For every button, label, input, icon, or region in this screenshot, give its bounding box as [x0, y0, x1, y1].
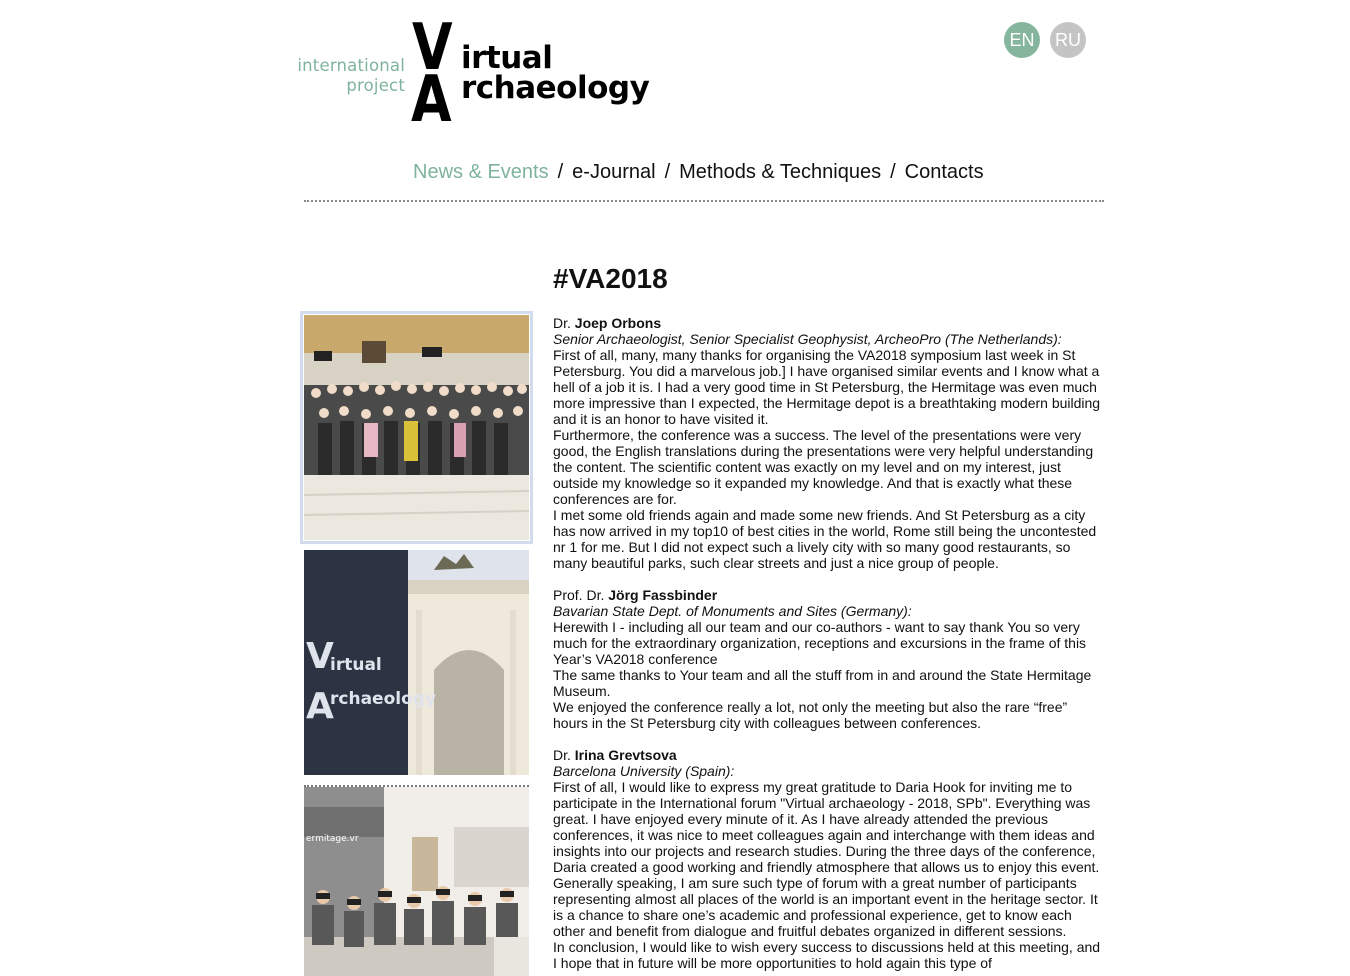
- author-affiliation: Barcelona University (Spain):: [553, 763, 735, 779]
- nav-contacts[interactable]: Contacts: [904, 161, 984, 183]
- language-ru-button[interactable]: RU: [1050, 22, 1086, 58]
- nav-e-journal[interactable]: e-Journal: [572, 161, 656, 183]
- group-photo-image: [304, 315, 529, 540]
- logo-letter-a: A: [411, 63, 452, 137]
- banner-word-irtual: irtual: [330, 655, 382, 675]
- nav-separator: /: [890, 161, 896, 183]
- article-title: #VA2018: [553, 263, 668, 294]
- testimonial: [553, 315, 1103, 571]
- testimonial-paragraph: In conclusion, I would like to wish every success to discussions held at this meeting, and I hope that in future will be more opportunities to hold again this type of: [553, 939, 1101, 971]
- language-en-button[interactable]: EN: [1004, 22, 1040, 58]
- nav-news-events[interactable]: News & Events: [413, 161, 549, 183]
- author-prefix: Prof. Dr.: [553, 587, 609, 603]
- vr-sign-text: ermitage.vr: [306, 834, 359, 844]
- testimonial-paragraph: I met some old friends again and made some new friends. And St Petersburg as a city has now arrived in my top10 of best cities in the world, Rome still being the uncontested nr 1 for me. But I did not expect such a lively city with so many good restaurants, so many beautiful parks, such clear streets and just a nice group of people.: [553, 507, 1097, 571]
- header-divider: [304, 200, 1104, 202]
- testimonial-author: [553, 315, 1103, 331]
- banner-photo-image: [304, 550, 529, 775]
- author-affiliation: Senior Archaeologist, Senior Specialist Geophysist, ArcheoPro (The Netherlands):: [553, 331, 1062, 347]
- testimonial-paragraph: The same thanks to Your team and all the stuff from in and around the State Hermitage Museum.: [553, 667, 1092, 699]
- banner-letter-v: V: [306, 636, 334, 677]
- testimonial: [553, 587, 1103, 731]
- testimonial-paragraph: First of all, I would like to express my great gratitude to Daria Hook for inviting me to participate in the International forum "Virtual archaeology - 2018, SPb". Everything was great. I have enjoyed every minute of it. As I have already attended the previous conferences, it was nice to meet colleagues again and interchange with them ideas and insights into our projects and research studies. During the three days of the conference, Daria created a good working and friendly atmosphere that allows us to enjoy this event.: [553, 779, 1100, 875]
- logo-subtitle-project: project: [346, 76, 405, 95]
- testimonial-paragraph: We enjoyed the conference really a lot, not only the meeting but also the rare “free” hours in the St Petersburg city with colleagues between conferences.: [553, 699, 1068, 731]
- logo-word-irtual: irtual: [461, 40, 553, 76]
- logo-subtitle-international: international: [297, 56, 405, 75]
- author-prefix: Dr.: [553, 315, 575, 331]
- logo-letter-v: V: [412, 11, 453, 85]
- testimonial-author: [553, 747, 1103, 763]
- author-name: Joep Orbons: [574, 315, 662, 331]
- author-name: Jörg Fassbinder: [608, 587, 718, 603]
- vr-session-photo-image: [304, 787, 529, 976]
- author-affiliation: Bavarian State Dept. of Monuments and Sites (Germany):: [553, 603, 912, 619]
- banner-letter-a: A: [306, 686, 334, 727]
- author-name: Irina Grevtsova: [574, 747, 677, 763]
- gallery-photo-group[interactable]: [304, 315, 529, 540]
- main-nav: [413, 159, 984, 185]
- testimonial-paragraph: Generally speaking, I am sure such type of forum with a great number of participants representing almost all places of the world is an important event in the heritage sector. It is a chance to share one’s academic and professional experience, get to know each other and benefit from dialogue and fruitful debates organized in different sessions.: [553, 875, 1098, 939]
- nav-separator: /: [557, 161, 564, 183]
- testimonial-paragraph: Furthermore, the conference was a success. The level of the presentations were very good, the English translations during the presentations were very helpful understanding the content. The scientific content was exactly on my level and on my interest, just outside my knowledge so it expanded my knowledge. And that is exactly what these conferences are for.: [553, 427, 1094, 507]
- testimonial-paragraph: Herewith I - including all our team and our co-authors - want to say thank You so very much for the extraordinary organization, receptions and excursions in the frame of this Year’s VA2018 conference: [553, 619, 1087, 667]
- nav-separator: /: [664, 161, 671, 183]
- nav-methods-techniques[interactable]: Methods & Techniques: [679, 161, 882, 183]
- gallery-photo-banner[interactable]: [304, 550, 529, 775]
- author-prefix: Dr.: [553, 747, 575, 763]
- testimonial-author: [553, 587, 1103, 603]
- testimonial-paragraph: First of all, many, many thanks for organising the VA2018 symposium last week in St Petersburg. You did a marvelous job.] I have organised similar events and I know what a hell of a job it is. I had a very good time in St Petersburg, the Hermitage was even much more impressive than I expected, the Hermitage depot is a breathtaking modern building and it is an honor to have visited it.: [553, 347, 1101, 427]
- banner-word-rchaeology: rchaeology: [330, 689, 437, 709]
- logo-word-rchaeology: rchaeology: [461, 70, 650, 106]
- gallery-photo-vr-session[interactable]: [304, 785, 529, 976]
- site-logo[interactable]: [297, 11, 650, 137]
- testimonial: [553, 747, 1103, 971]
- article-body: [553, 315, 1103, 976]
